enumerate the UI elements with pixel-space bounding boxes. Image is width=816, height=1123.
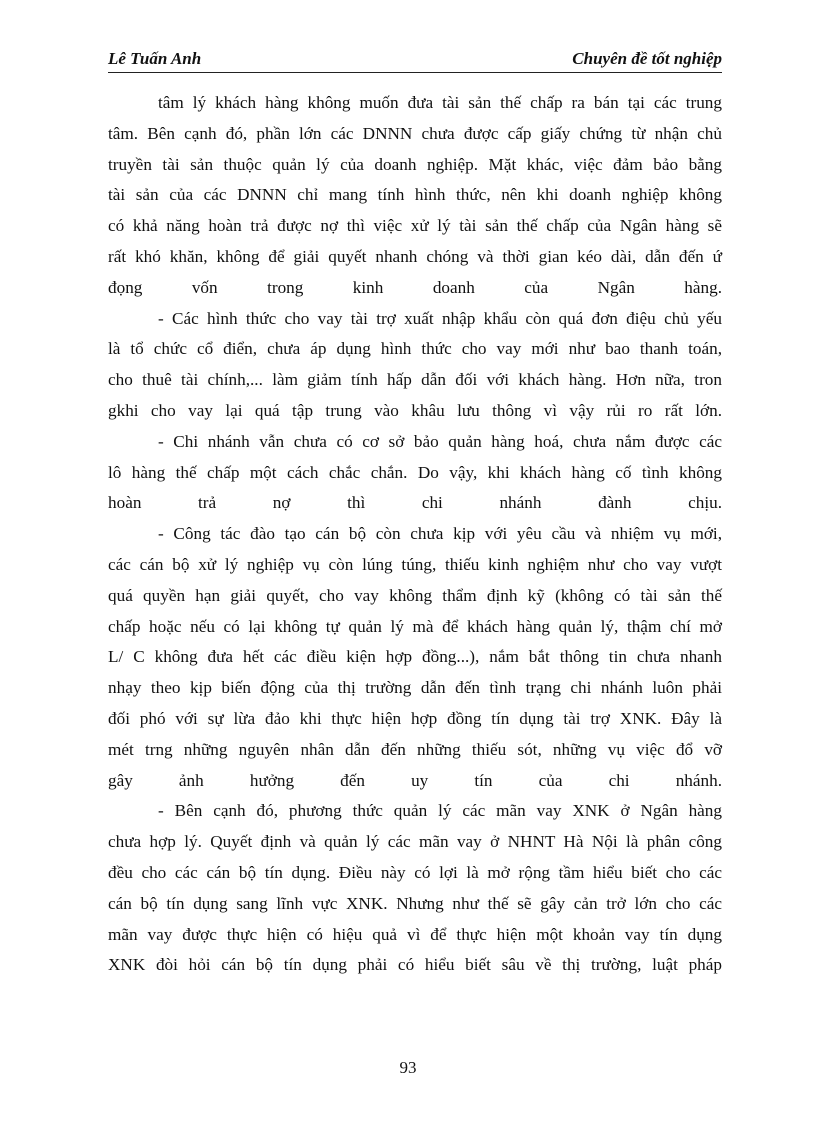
body-line: tâm lý khách hàng không muốn đưa tài sản thế chấp ra bán tại các trung xyxy=(158,93,722,112)
body-text xyxy=(108,88,722,981)
body-line: gkhi cho vay lại quá tập trung vào khâu lưu thông vì vậy rủi ro rất lớn. xyxy=(108,400,722,420)
body-line: nhạy theo kịp biến động của thị trường dẫn đến tình trạng chi nhánh luôn phải xyxy=(108,678,722,698)
body-line: lô hàng thế chấp một cách chắc chắn. Do vậy, khi khách hàng cố tình không xyxy=(108,462,722,482)
header-author: Lê Tuấn Anh xyxy=(108,49,202,68)
body-line: rất khó khăn, không để giải quyết nhanh chóng và thời gian kéo dài, dẫn đến ứ xyxy=(108,246,722,266)
page-header xyxy=(108,46,722,73)
body-line: mãn vay được thực hiện có hiệu quả vì để thực hiện một khoản vay tín dụng xyxy=(108,924,722,944)
body-line: các cán bộ xử lý nghiệp vụ còn lúng túng, thiếu kinh nghiệm như cho vay vượt xyxy=(108,554,722,574)
body-line: là tổ chức cổ điển, chưa áp dụng hình thức cho vay mới như bao thanh toán, xyxy=(108,339,722,359)
body-line: đọng vốn trong kinh doanh của Ngân hàng. xyxy=(108,277,722,297)
body-line: gây ảnh hưởng đến uy tín của chi nhánh. xyxy=(108,770,722,790)
body-line: chấp hoặc nếu có lại không tự quản lý mà để khách hàng quản lý, thậm chí mở xyxy=(108,616,722,636)
body-line: - Bên cạnh đó, phương thức quản lý các mãn vay XNK ở Ngân hàng xyxy=(158,801,722,821)
body-line: L/ C không đưa hết các điều kiện hợp đồng...), nắm bắt thông tin chưa nhanh xyxy=(108,647,722,667)
body-line: đối phó với sự lừa đảo khi thực hiện hợp đồng tín dụng tài trợ XNK. Đây là xyxy=(108,708,722,728)
page-number: 93 xyxy=(399,1058,417,1077)
body-line: tài sản của các DNNN chỉ mang tính hình thức, nên khi doanh nghiệp không xyxy=(108,185,722,205)
body-line: - Các hình thức cho vay tài trợ xuất nhập khẩu còn quá đơn điệu chủ yếu xyxy=(158,308,722,328)
body-line: hoàn trả nợ thì chi nhánh đành chịu. xyxy=(108,493,722,513)
body-line: - Chi nhánh vẫn chưa có cơ sở bảo quản hàng hoá, chưa nắm được các xyxy=(158,431,722,451)
body-line: - Công tác đào tạo cán bộ còn chưa kịp với yêu cầu và nhiệm vụ mới, xyxy=(158,524,722,544)
body-line: tâm. Bên cạnh đó, phần lớn các DNNN chưa được cấp giấy chứng từ nhận chủ xyxy=(108,123,722,143)
body-line: đều cho các cán bộ tín dụng. Điều này có lợi là mở rộng tầm hiểu biết cho các xyxy=(108,862,722,882)
body-line: có khả năng hoàn trả được nợ thì việc xử lý tài sản thế chấp của Ngân hàng sẽ xyxy=(108,216,722,236)
body-line: mét trng những nguyên nhân dẫn đến những thiếu sót, những vụ việc đổ vỡ xyxy=(108,739,722,759)
body-line: cho thuê tài chính,... làm giảm tính hấp dẫn đối với khách hàng. Hơn nữa, tron xyxy=(108,370,722,390)
body-line: chưa hợp lý. Quyết định và quản lý các mãn vay ở NHNT Hà Nội là phân công xyxy=(108,832,722,852)
body-line: truyền tài sản thuộc quản lý của doanh nghiệp. Mặt khác, việc đảm bảo bằng xyxy=(108,154,722,174)
body-line: XNK đòi hỏi cán bộ tín dụng phải có hiểu biết sâu về thị trường, luật pháp xyxy=(108,955,722,975)
body-line: cán bộ tín dụng sang lĩnh vực XNK. Nhưng như thế sẽ gây cản trở lớn cho các xyxy=(108,893,722,913)
header-title: Chuyên đề tốt nghiệp xyxy=(572,49,722,68)
body-line: quá quyền hạn giải quyết, cho vay không thẩm định kỹ (không có tài sản thế xyxy=(108,585,722,605)
